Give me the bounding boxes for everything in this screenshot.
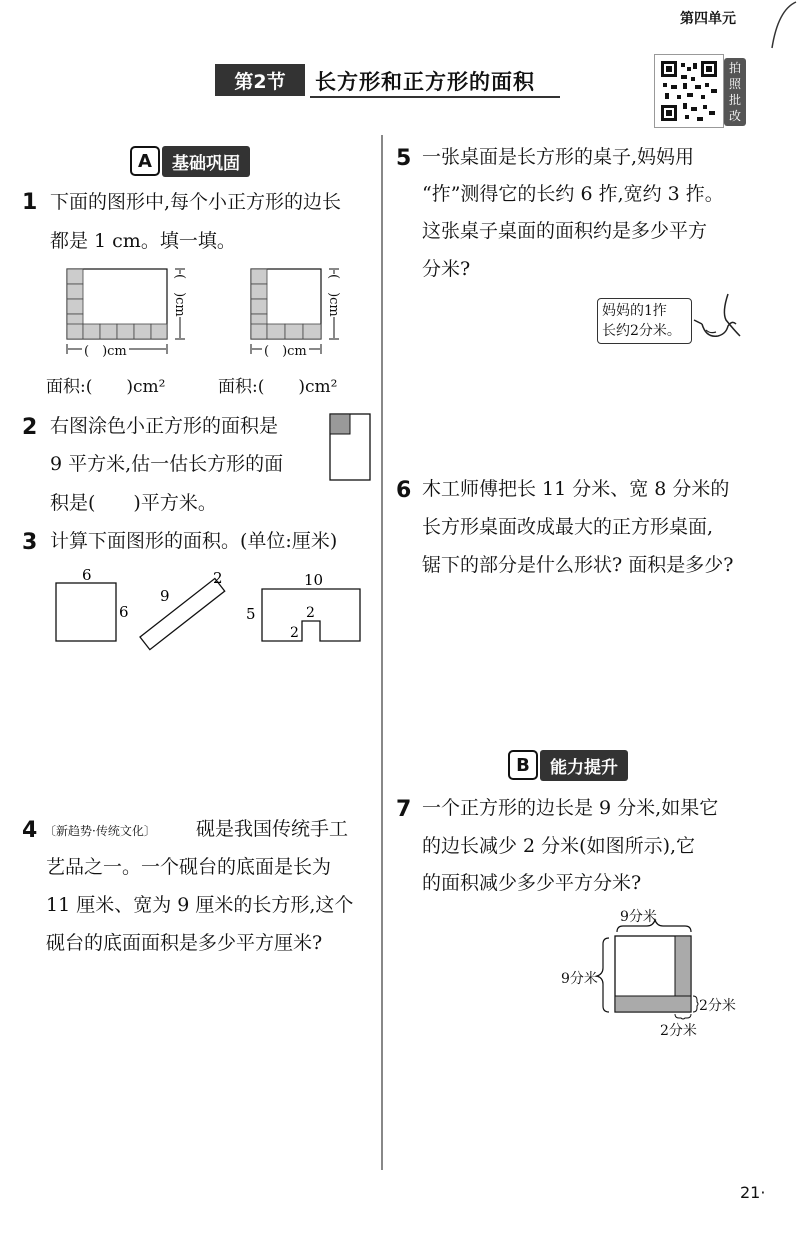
q1-fig1-bottom-dim: ( )cm xyxy=(82,340,129,359)
q7-left-label: 9分米 xyxy=(561,971,598,987)
section-title xyxy=(215,64,560,98)
q6-line1: 木工师傅把长 11 分米、宽 8 分米的 xyxy=(422,478,730,500)
section-a-label: 基础巩固 xyxy=(162,146,250,177)
q5-bubble-line1: 妈妈的1拃 xyxy=(602,303,667,319)
q3-rect-short-label: 2 xyxy=(213,569,223,587)
section-title-text: 长方形和正方形的面积 xyxy=(315,70,535,94)
q1-line2: 都是 1 cm。填一填。 xyxy=(50,230,236,252)
q1-area-answer-1[interactable]: 面积:( )cm² xyxy=(46,377,166,397)
q4-line1: 砚是我国传统手工 xyxy=(196,818,349,840)
q6-line2: 长方形桌面改成最大的正方形桌面, xyxy=(422,516,714,538)
q2-number: 2 xyxy=(22,415,38,440)
q7-right-label: 2分米 xyxy=(699,998,736,1014)
q7-line3: 的面积减少多少平方分米? xyxy=(422,872,642,894)
section-a-letter: A xyxy=(130,146,160,176)
q3-number: 3 xyxy=(22,530,38,555)
q1-line1: 下面的图形中,每个小正方形的边长 xyxy=(50,191,342,213)
q3-figures xyxy=(40,565,380,655)
page-corner-decoration xyxy=(758,0,798,50)
q7-number: 7 xyxy=(396,797,412,822)
section-b-banner xyxy=(508,751,628,779)
q6-number: 6 xyxy=(396,478,412,503)
section-number-badge: 第2节 xyxy=(215,64,305,96)
q5-line2: “拃”测得它的长约 6 拃,宽约 3 拃。 xyxy=(422,183,724,205)
q2-line3[interactable]: 积是( )平方米。 xyxy=(50,492,217,514)
q4-tag: 〔新趋势·传统文化〕 xyxy=(44,824,156,838)
q5-number: 5 xyxy=(396,146,412,171)
q4-line2: 艺品之一。一个砚台的底面是长为 xyxy=(46,856,332,878)
q1-number: 1 xyxy=(22,190,38,215)
q4-line3: 11 厘米、宽为 9 厘米的长方形,这个 xyxy=(46,894,354,916)
hand-span-icon xyxy=(692,290,744,346)
q3-square-top-label: 6 xyxy=(82,566,92,584)
page-number: 21· xyxy=(740,1183,766,1202)
title-underline xyxy=(310,96,560,98)
q7-line1: 一个正方形的边长是 9 分米,如果它 xyxy=(422,797,719,819)
section-a-banner xyxy=(130,147,250,175)
q7-top-label: 9分米 xyxy=(620,909,657,925)
unit-label: 第四单元 xyxy=(680,11,736,27)
q1-fig1-side-dim: ( )cm xyxy=(172,274,187,317)
q3-rect-long-label: 9 xyxy=(160,587,170,605)
q5-speech-bubble xyxy=(597,298,692,344)
q4-line4: 砚台的底面面积是多少平方厘米? xyxy=(46,932,323,954)
q3-line1: 计算下面图形的面积。(单位:厘米) xyxy=(50,530,338,552)
q5-line1: 一张桌面是长方形的桌子,妈妈用 xyxy=(422,146,695,168)
q3-notch-height-label: 2 xyxy=(290,625,299,641)
q2-line2: 9 平方米,估一估长方形的面 xyxy=(50,453,284,475)
q7-line2: 的边长减少 2 分米(如图所示),它 xyxy=(422,835,696,857)
qr-code-icon[interactable] xyxy=(654,54,724,128)
q7-bottom-label: 2分米 xyxy=(660,1023,697,1039)
q3-poly-left-label: 5 xyxy=(246,605,256,623)
q5-line3: 这张桌子桌面的面积约是多少平方 xyxy=(422,220,708,242)
q5-line4: 分米? xyxy=(422,258,471,280)
q2-line1: 右图涂色小正方形的面积是 xyxy=(50,415,279,437)
q3-notch-width-label: 2 xyxy=(306,605,315,621)
q3-poly-top-label: 10 xyxy=(304,571,324,589)
q1-fig2-side-dim: ( )cm xyxy=(326,274,341,317)
qr-side-label: 拍照批改 xyxy=(724,58,746,126)
q3-square-side-label: 6 xyxy=(119,603,129,621)
q4-number: 4 xyxy=(22,818,38,843)
q2-rectangle-figure xyxy=(328,412,372,482)
q1-area-answer-2[interactable]: 面积:( )cm² xyxy=(218,377,338,397)
q5-bubble-line2: 长约2分米。 xyxy=(602,323,681,339)
section-b-letter: B xyxy=(508,750,538,780)
column-divider xyxy=(381,135,383,1170)
q6-line3: 锯下的部分是什么形状? 面积是多少? xyxy=(422,554,734,576)
section-b-label: 能力提升 xyxy=(540,750,628,781)
q1-fig2-bottom-dim: ( )cm xyxy=(262,340,309,359)
